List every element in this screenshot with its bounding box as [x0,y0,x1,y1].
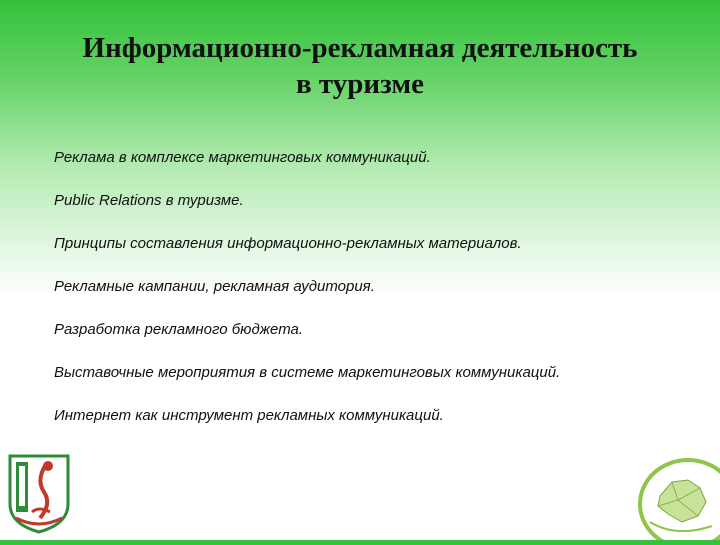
title-line-2: в туризме [296,68,424,100]
bullet-item: Реклама в комплексе маркетинговых коммуникаций. [54,149,431,166]
bullet-item: Рекламные кампании, рекламная аудитория. [54,278,375,295]
university-emblem-logo [6,452,72,534]
bullet-item: Интернет как инструмент рекламных коммуникаций. [54,407,444,424]
bullet-item: Разработка рекламного бюджета. [54,321,304,338]
belarus-map-seal-logo [636,452,720,540]
map-seal-icon [636,452,720,540]
title-line-1: Информационно-рекламная деятельность [82,32,638,64]
emblem-icon [6,452,72,534]
bullet-item: Принципы составления информационно-рекламных материалов. [54,235,522,252]
bullet-item: Выставочные мероприятия в системе маркетинговых коммуникаций. [54,364,561,381]
bullet-list [54,148,694,449]
slide-title [40,30,680,102]
bullet-item: Public Relations в туризме. [54,192,244,209]
